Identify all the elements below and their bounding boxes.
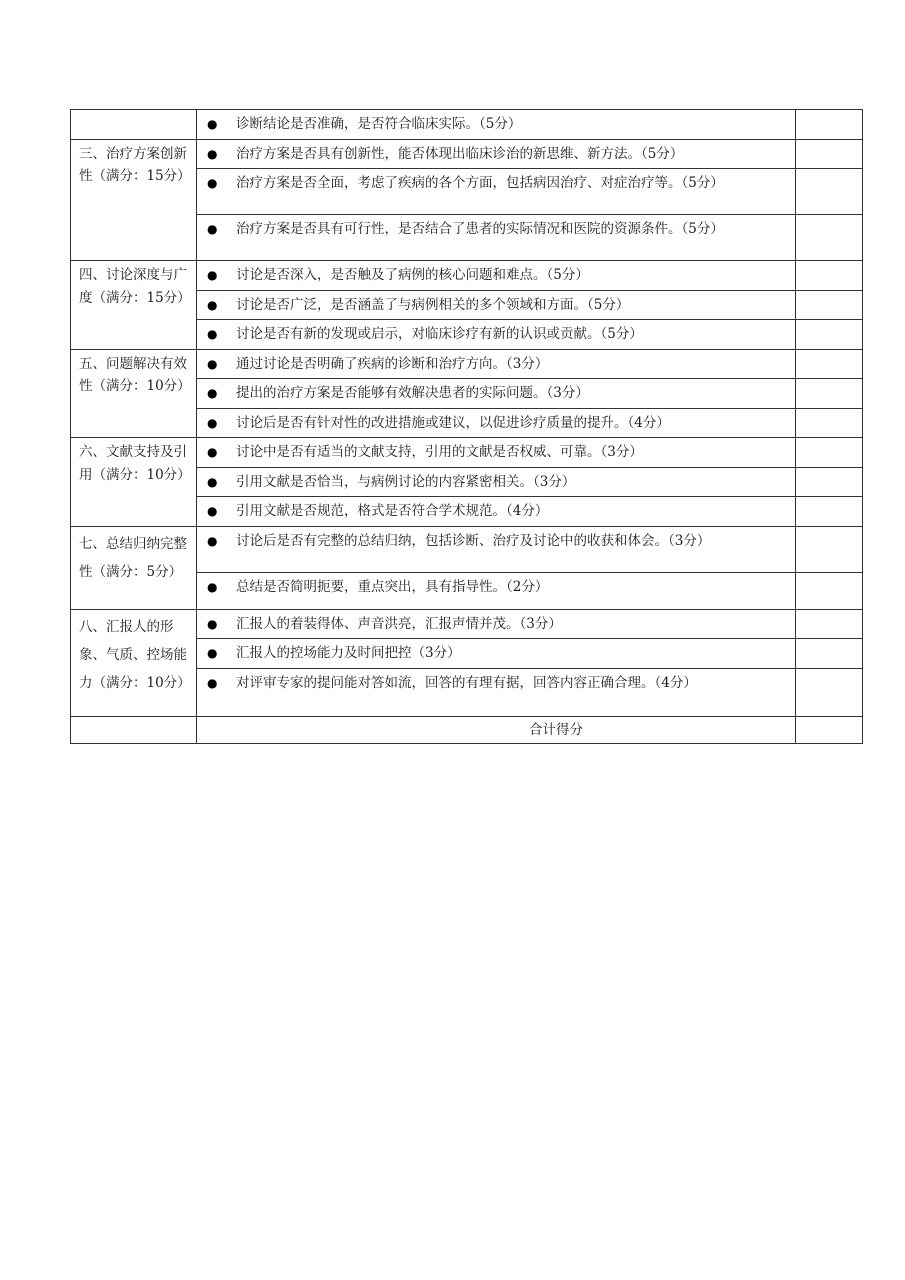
total-label-cell bbox=[197, 716, 796, 744]
score-cell[interactable] bbox=[796, 139, 863, 169]
total-empty-cell bbox=[71, 716, 197, 744]
criterion-cell bbox=[197, 668, 796, 716]
bullet-icon: ● bbox=[207, 268, 218, 282]
score-cell[interactable] bbox=[796, 349, 863, 379]
criterion-text: 讨论是否有新的发现或启示，对临床诊疗有新的认识或贡献。（5分） bbox=[236, 326, 643, 342]
scoring-table-body bbox=[71, 110, 863, 744]
category-label: 三、治疗方案创新性（满分：15分） bbox=[79, 145, 191, 184]
criterion-row bbox=[71, 139, 863, 169]
total-row bbox=[71, 716, 863, 744]
criterion-cell bbox=[197, 379, 796, 409]
criterion-text: 对评审专家的提问能对答如流，回答的有理有据，回答内容正确合理。（4分） bbox=[236, 674, 697, 691]
bullet-icon: ● bbox=[207, 222, 218, 236]
category-cell bbox=[71, 261, 197, 350]
criterion-text: 讨论后是否有完整的总结归纳，包括诊断、治疗及讨论中的收获和体会。（3分） bbox=[236, 532, 711, 549]
bullet-icon: ● bbox=[207, 474, 218, 489]
category-label: 五、问题解决有效性（满分：10分） bbox=[79, 355, 191, 394]
bullet-icon: ● bbox=[207, 533, 218, 548]
bullet-icon: ● bbox=[207, 146, 218, 161]
criterion-text: 引用文献是否恰当，与病例讨论的内容紧密相关。（3分） bbox=[236, 473, 576, 490]
criterion-row bbox=[71, 609, 863, 639]
criterion-cell bbox=[197, 169, 796, 215]
score-cell[interactable] bbox=[796, 320, 863, 350]
bullet-icon: ● bbox=[207, 117, 218, 131]
category-label: 八、汇报人的形象、气质、控场能力（满分：10分） bbox=[79, 618, 191, 691]
bullet-icon: ● bbox=[207, 297, 218, 312]
criterion-text: 治疗方案是否具有创新性，能否体现出临床诊治的新思维、新方法。（5分） bbox=[236, 145, 684, 162]
score-cell[interactable] bbox=[796, 169, 863, 215]
criterion-text: 汇报人的着装得体、声音洪亮，汇报声情并茂。（3分） bbox=[236, 615, 562, 632]
category-cell bbox=[71, 139, 197, 261]
category-label: 四、讨论深度与广度（满分：15分） bbox=[79, 267, 191, 306]
criterion-text: 治疗方案是否全面，考虑了疾病的各个方面，包括病因治疗、对症治疗等。（5分） bbox=[236, 175, 724, 191]
category-cell bbox=[71, 609, 197, 716]
criterion-cell bbox=[197, 526, 796, 572]
criterion-cell bbox=[197, 497, 796, 527]
score-cell[interactable] bbox=[796, 110, 863, 140]
bullet-icon: ● bbox=[207, 356, 218, 371]
score-cell[interactable] bbox=[796, 609, 863, 639]
criterion-cell bbox=[197, 467, 796, 497]
criterion-text: 治疗方案是否具有可行性，是否结合了患者的实际情况和医院的资源条件。（5分） bbox=[236, 221, 724, 237]
category-label: 七、总结归纳完整性（满分：5分） bbox=[79, 535, 187, 580]
criterion-cell bbox=[197, 110, 796, 140]
criterion-text: 诊断结论是否准确，是否符合临床实际。（5分） bbox=[236, 116, 522, 132]
bullet-icon: ● bbox=[207, 616, 218, 631]
category-cell bbox=[71, 438, 197, 527]
category-cell bbox=[71, 110, 197, 140]
score-cell[interactable] bbox=[796, 438, 863, 468]
criterion-text: 提出的治疗方案是否能够有效解决患者的实际问题。（3分） bbox=[236, 385, 589, 401]
criterion-cell bbox=[197, 320, 796, 350]
score-cell[interactable] bbox=[796, 290, 863, 320]
criterion-row bbox=[71, 438, 863, 468]
total-score-cell[interactable] bbox=[796, 716, 863, 744]
scoring-table bbox=[70, 109, 863, 744]
criterion-row bbox=[71, 349, 863, 379]
criterion-text: 讨论是否广泛，是否涵盖了与病例相关的多个领域和方面。（5分） bbox=[236, 296, 630, 313]
total-label: 合计得分 bbox=[529, 721, 583, 738]
criterion-row bbox=[71, 261, 863, 291]
criterion-row bbox=[71, 110, 863, 140]
criterion-text: 总结是否简明扼要，重点突出，具有指导性。（2分） bbox=[236, 578, 549, 595]
score-cell[interactable] bbox=[796, 572, 863, 609]
bullet-icon: ● bbox=[207, 579, 218, 594]
criterion-cell bbox=[197, 349, 796, 379]
bullet-icon: ● bbox=[207, 675, 218, 690]
criterion-text: 引用文献是否规范，格式是否符合学术规范。（4分） bbox=[236, 503, 549, 519]
score-cell[interactable] bbox=[796, 668, 863, 716]
bullet-icon: ● bbox=[207, 327, 218, 341]
score-cell[interactable] bbox=[796, 467, 863, 497]
criterion-text: 通过讨论是否明确了疾病的诊断和治疗方向。（3分） bbox=[236, 355, 549, 372]
score-cell[interactable] bbox=[796, 408, 863, 438]
criterion-cell bbox=[197, 408, 796, 438]
criterion-text: 讨论后是否有针对性的改进措施或建议，以促进诊疗质量的提升。（4分） bbox=[236, 414, 670, 431]
score-cell[interactable] bbox=[796, 215, 863, 261]
category-label: 六、文献支持及引用（满分：10分） bbox=[79, 444, 191, 483]
score-cell[interactable] bbox=[796, 526, 863, 572]
criterion-cell bbox=[197, 215, 796, 261]
criterion-cell bbox=[197, 261, 796, 291]
bullet-icon: ● bbox=[207, 386, 218, 400]
criterion-cell bbox=[197, 639, 796, 669]
score-cell[interactable] bbox=[796, 497, 863, 527]
bullet-icon: ● bbox=[207, 415, 218, 430]
criterion-text: 汇报人的控场能力及时间把控（3分） bbox=[236, 645, 461, 661]
criterion-row bbox=[71, 526, 863, 572]
category-cell bbox=[71, 526, 197, 609]
score-cell[interactable] bbox=[796, 639, 863, 669]
bullet-icon: ● bbox=[207, 646, 218, 660]
criterion-cell bbox=[197, 609, 796, 639]
criterion-cell bbox=[197, 139, 796, 169]
criterion-text: 讨论是否深入，是否触及了病例的核心问题和难点。（5分） bbox=[236, 267, 589, 283]
criterion-text: 讨论中是否有适当的文献支持，引用的文献是否权威、可靠。（3分） bbox=[236, 444, 643, 460]
criterion-cell bbox=[197, 290, 796, 320]
score-cell[interactable] bbox=[796, 379, 863, 409]
criterion-cell bbox=[197, 438, 796, 468]
category-cell bbox=[71, 349, 197, 438]
criterion-cell bbox=[197, 572, 796, 609]
bullet-icon: ● bbox=[207, 176, 218, 190]
bullet-icon: ● bbox=[207, 445, 218, 459]
score-cell[interactable] bbox=[796, 261, 863, 291]
bullet-icon: ● bbox=[207, 504, 218, 518]
